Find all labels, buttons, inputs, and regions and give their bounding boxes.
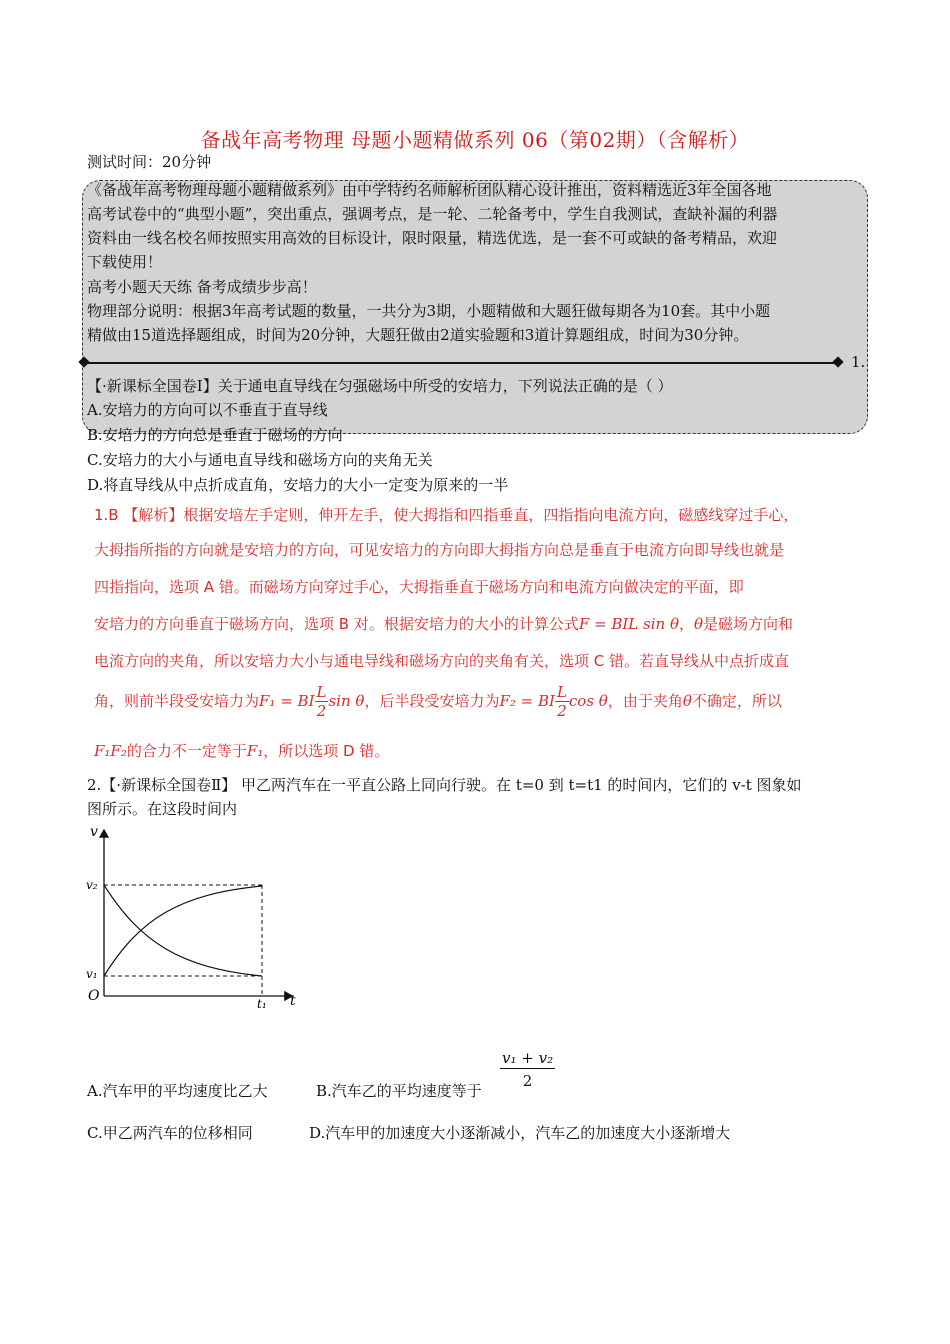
question-number: 1. [851, 353, 866, 371]
f1-symbol: F₁ [246, 742, 264, 760]
fraction-denominator: 2 [557, 702, 567, 720]
q1-explanation-line [94, 681, 782, 721]
q1-option-d: D.将直导线从中点折成直角，安培力的大小一定变为原来的一半 [87, 476, 509, 494]
test-time: 测试时间：20分钟 [87, 153, 212, 171]
intro-line: 物理部分说明：根据3年高考试题的数量，一共分为3期，小题精做和大题狂做每期各为10套。其中小题 [87, 302, 771, 320]
f1-formula: F₁ = BI [259, 692, 315, 710]
origin-label: O [88, 988, 100, 1004]
rising-curve [104, 886, 262, 976]
q1-stem: 【·新课标全国卷Ⅰ】关于通电直导线在匀强磁场中所受的安培力，下列说法正确的是（ ） [87, 377, 673, 395]
q2-stem: 2.【·新课标全国卷Ⅱ】 甲乙两汽车在一平直公路上同向行驶。在 t=0 到 t=t1 的时间内，它们的 v-t 图象如 [87, 776, 802, 794]
ampere-force-formula: F = BIL sin θ [578, 615, 679, 633]
fraction-numerator: L [556, 683, 567, 701]
q2-option-a: A.汽车甲的平均速度比乙大 [87, 1082, 268, 1100]
t1-label: t₁ [257, 997, 267, 1011]
sin-theta: sin θ [328, 692, 365, 710]
v-average-fraction [500, 1048, 555, 1093]
q1-explanation-line: 四指指向，选项 A 错。而磁场方向穿过手心，大拇指垂直于磁场方向和电流方向做决定的平面，即 [94, 578, 744, 596]
section-divider [84, 362, 840, 364]
q1-explanation-line: 电流方向的夹角，所以安培力大小与通电导线和磁场方向的夹角有关，选项 C 错。若直导线从中点折成直 [94, 652, 790, 670]
explanation-text: 是磁场方向和 [703, 615, 794, 633]
fraction-denominator: 2 [522, 1072, 533, 1090]
explanation-text: 角，则前半段受安培力为 [94, 692, 260, 710]
intro-line: 高考试卷中的“典型小题”，突出重点，强调考点，是一轮、二轮备考中，学生自我测试，查缺补漏的利器 [87, 205, 778, 223]
q2-option-d: D.汽车甲的加速度大小逐渐减小，汽车乙的加速度大小逐渐增大 [309, 1124, 731, 1142]
document-title: 备战年高考物理 母题小题精做系列 06（第02期）（含解析） [200, 128, 750, 152]
t-axis-label: t [290, 993, 296, 1009]
q2-option-c: C.甲乙两汽车的位移相同 [87, 1124, 253, 1142]
theta-symbol: θ [682, 692, 692, 710]
v2-label: v₂ [86, 878, 98, 892]
q1-option-b: B.安培力的方向总是垂直于磁场的方向 [87, 426, 343, 444]
q1-explanation-line: 大拇指所指的方向就是安培力的方向，可见安培力的方向即大拇指方向总是垂直于电流方向即导线也就是 [94, 541, 785, 559]
intro-line: 《备战年高考物理母题小题精做系列》由中学特约名师解析团队精心设计推出，资料精选近3年全国各地 [87, 181, 772, 199]
q1-explanation-line [94, 739, 389, 763]
explanation-text: ，后半段受安培力为 [364, 692, 500, 710]
theta-symbol: θ [694, 615, 704, 633]
explanation-text: ，由于夹角 [607, 692, 683, 710]
f1f2-symbol: F₁F₂ [94, 742, 127, 760]
q1-option-a: A.安培力的方向可以不垂直于直导线 [87, 401, 328, 419]
falling-curve [104, 885, 262, 976]
l-over-2-fraction [555, 683, 569, 720]
explanation-text: 安培力的方向垂直于磁场方向，选项 B 对。根据安培力的大小的计算公式 [94, 615, 579, 633]
q2-option-b: B.汽车乙的平均速度等于 [316, 1082, 482, 1100]
q1-explanation-line: 1.B 【解析】根据安培左手定则，伸开左手，使大拇指和四指垂直，四指指向电流方向，磁感线穿过手心， [94, 506, 799, 524]
fraction-numerator: v₁ + v₂ [502, 1049, 554, 1067]
explanation-text: 不确定，所以 [691, 692, 782, 710]
explanation-text: ，所以选项 D 错。 [263, 742, 390, 760]
explanation-text: 的合力不一定等于 [126, 742, 247, 760]
explanation-text: ， [679, 615, 695, 633]
intro-line: 高考小题天天练 备考成绩步步高！ [87, 278, 317, 296]
vt-graph [80, 822, 310, 1012]
intro-line: 资料由一线名校名师按照实用高效的目标设计，限时限量，精选优选，是一套不可或缺的备考精品，欢迎 [87, 229, 778, 247]
f2-formula: F₂ = BI [499, 692, 555, 710]
q1-explanation-line [94, 612, 793, 636]
intro-line: 下载使用！ [87, 253, 163, 271]
q1-option-c: C.安培力的大小与通电直导线和磁场方向的夹角无关 [87, 451, 433, 469]
intro-line: 精做由15道选择题组成，时间为20分钟，大题狂做由2道实验题和3道计算题组成，时间为30分钟。 [87, 326, 749, 344]
v1-label: v₁ [86, 967, 98, 981]
q2-stem: 图所示。在这段时间内 [87, 800, 238, 818]
l-over-2-fraction [315, 683, 329, 720]
fraction-denominator: 2 [316, 702, 327, 720]
fraction-numerator: L [316, 683, 327, 701]
cos-theta: cos θ [568, 692, 608, 710]
v-axis-label: v [90, 824, 98, 840]
